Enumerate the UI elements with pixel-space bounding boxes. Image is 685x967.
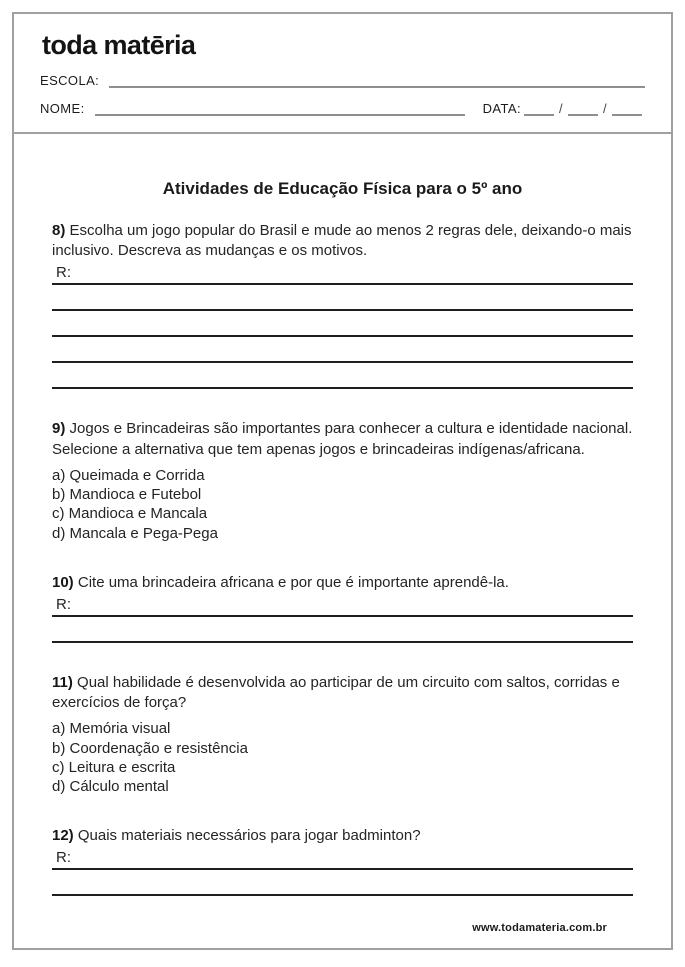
- question-block: [52, 673, 633, 796]
- answer-line: [52, 285, 633, 311]
- answer-prefix: R:: [56, 264, 71, 282]
- option-item: b) Mandioca e Futebol: [52, 486, 202, 504]
- answer-line: [52, 363, 633, 389]
- school-blank-line: [109, 73, 645, 88]
- option-item: b) Coordenação e resistência: [52, 739, 248, 757]
- date-year-blank: [612, 101, 642, 116]
- footer-url: www.todamateria.com.br: [472, 922, 607, 935]
- question-number: 11): [52, 673, 73, 691]
- worksheet-page: [12, 12, 673, 950]
- question-text: 9) Jogos e Brincadeiras são importantes para conhecer a cultura e identidade nacional. Selecione a alternativa que tem apenas jogos e brincadeiras indígenas/africana.: [52, 420, 633, 458]
- date-separator: /: [558, 101, 563, 116]
- question-number: 9): [52, 420, 66, 438]
- option-item: a) Memória visual: [52, 720, 171, 738]
- worksheet-header: [14, 14, 671, 134]
- answer-line: [52, 595, 633, 617]
- options-list: [52, 466, 633, 543]
- question-block: [52, 419, 633, 542]
- option-item: a) Queimada e Corrida: [52, 466, 205, 484]
- question-text: 12) Quais materiais necessários para jogar badminton?: [52, 827, 421, 845]
- option-item: c) Leitura e escrita: [52, 758, 176, 776]
- answer-prefix: R:: [56, 849, 71, 867]
- date-separator: /: [602, 101, 607, 116]
- question-block: [52, 826, 633, 896]
- option-item: d) Cálculo mental: [52, 778, 169, 795]
- name-blank-line: [95, 101, 465, 116]
- answer-prefix: R:: [56, 595, 71, 613]
- worksheet-body: [14, 134, 671, 948]
- name-date-field-row: [40, 100, 645, 116]
- date-day-blank: [524, 101, 554, 116]
- question-number: 8): [52, 221, 66, 239]
- toda-materia-logo: toda matēria: [42, 30, 196, 60]
- answer-line: [52, 337, 633, 363]
- question-block: [52, 573, 633, 643]
- school-field-row: [40, 72, 645, 88]
- answer-line: [52, 617, 633, 643]
- questions: [52, 221, 633, 897]
- question-text: 8) Escolha um jogo popular do Brasil e mude ao menos 2 regras dele, deixando-o mais inclusivo. Descreva as mudanças e os motivos.: [52, 221, 632, 260]
- option-item: d) Mancala e Pega-Pega: [52, 524, 218, 542]
- question-block: [52, 221, 633, 390]
- school-label: ESCOLA:: [40, 73, 100, 88]
- question-text: 10) Cite uma brincadeira africana e por que é importante aprendê-la.: [52, 573, 509, 591]
- answer-line: [52, 311, 633, 337]
- answer-line: [52, 263, 633, 285]
- date-month-blank: [568, 101, 598, 116]
- question-number: 12): [52, 827, 74, 845]
- options-list: [52, 719, 633, 796]
- answer-area: [52, 595, 633, 643]
- answer-area: [52, 848, 633, 896]
- option-item: c) Mandioca e Mancala: [52, 505, 208, 523]
- worksheet-title: Atividades de Educação Física para o 5º ano: [162, 179, 523, 198]
- question-text: 11) Qual habilidade é desenvolvida ao participar de um circuito com saltos, corridas e exercícios de força?: [52, 673, 620, 712]
- answer-line: [52, 848, 633, 870]
- question-number: 10): [52, 573, 74, 591]
- answer-line: [52, 870, 633, 896]
- date-label: DATA:: [482, 101, 521, 116]
- name-label: NOME:: [40, 101, 85, 116]
- answer-area: [52, 263, 633, 389]
